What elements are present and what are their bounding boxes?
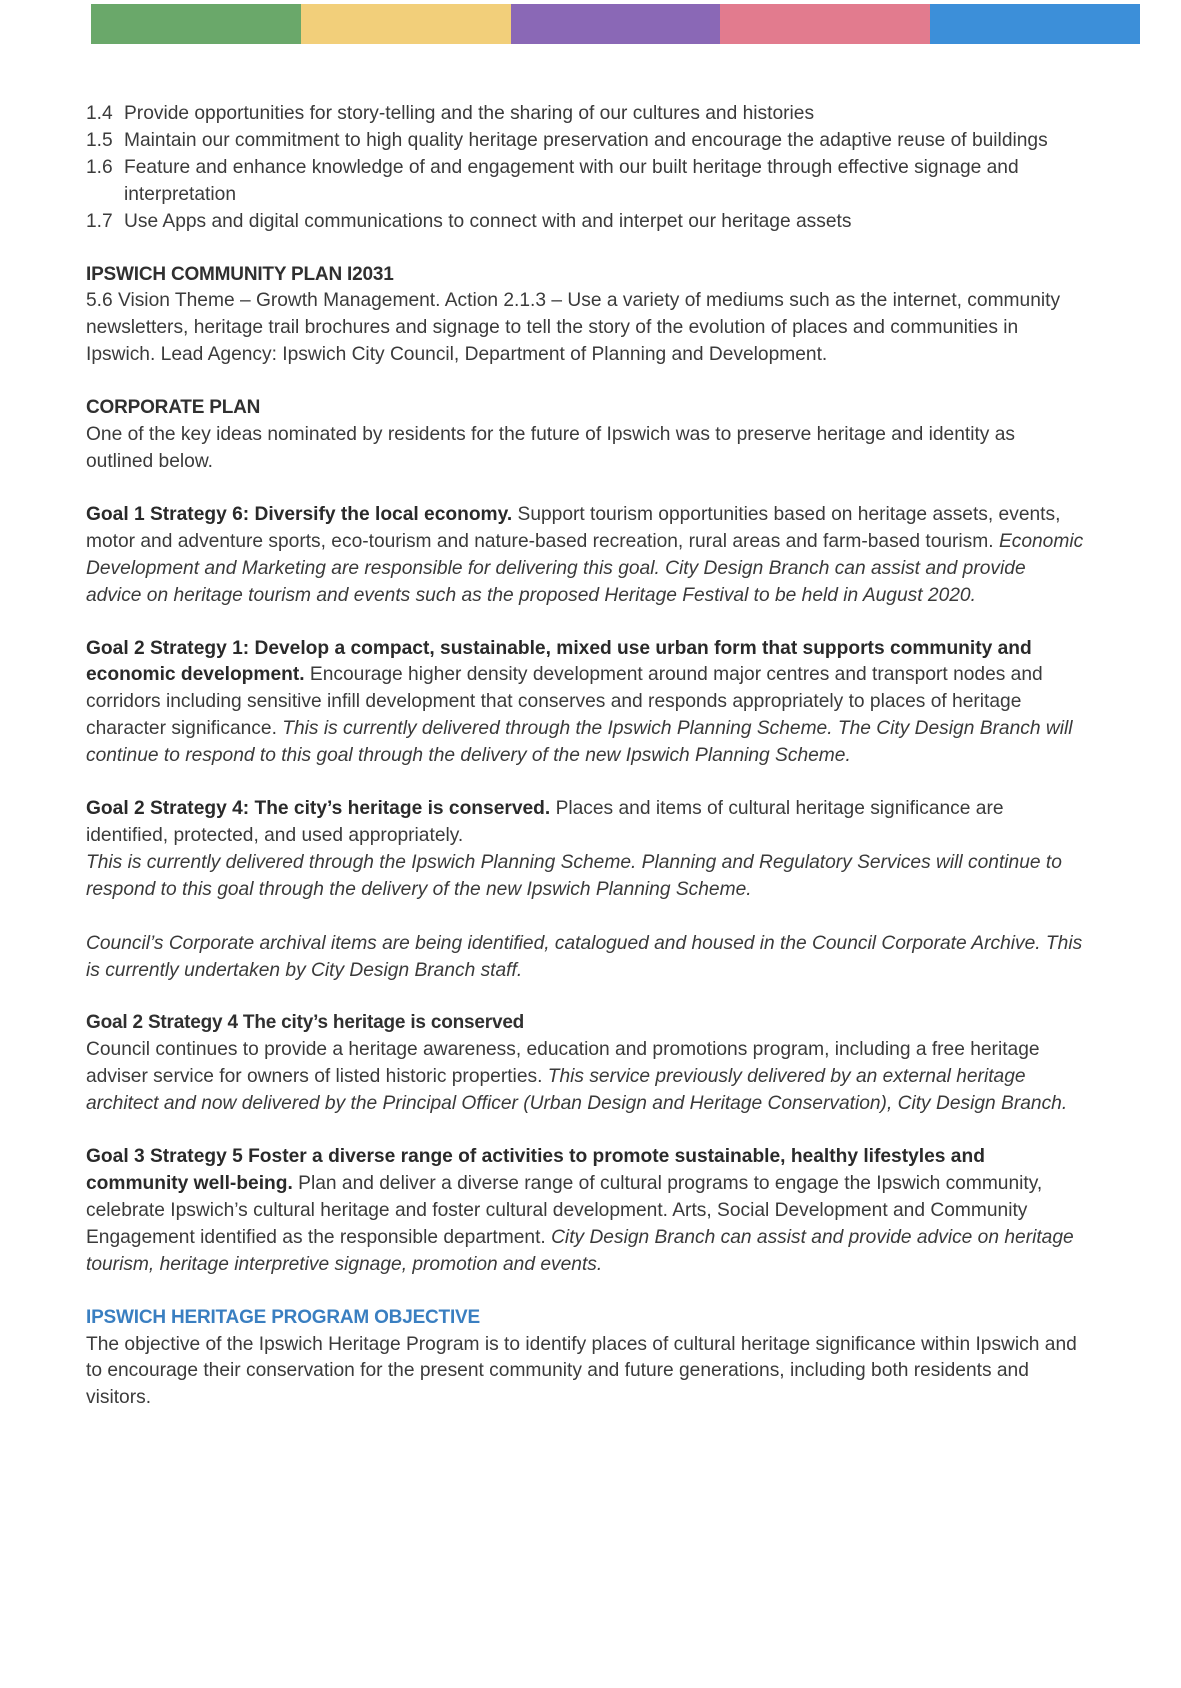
goal-text: Plan and deliver a diverse range of cultural programs to engage the Ipswich community, celebrate Ipswich’s cultural heritage and foster cultural development. Arts, Social Development and Community Engagement identified as the responsible department. (86, 1173, 1043, 1248)
list-item (86, 155, 1086, 209)
goal-title: Goal 2 Strategy 1: Develop a compact, sustainable, mixed use urban form that supports community and economic development. (86, 637, 1032, 686)
program-objective-section (86, 1305, 1086, 1413)
goal-2-strategy-4-conserved (86, 1010, 1086, 1118)
program-objective-body: The objective of the Ipswich Heritage Program is to identify places of cultural heritage significance within Ipswich and to encourage their conservation for the present community and future generations, including both residents and visitors. (86, 1333, 1077, 1409)
goal-text: Places and items of cultural heritage significance are identified, protected, and used appropriately. (86, 798, 1004, 846)
color-bar-pink (720, 4, 930, 44)
community-plan-section (86, 262, 1086, 370)
goal-title: Goal 1 Strategy 6: Diversify the local economy. (86, 503, 513, 525)
goal-note: City Design Branch can assist and provide advice on heritage tourism, heritage interpretive signage, promotion and events. (86, 1226, 1074, 1275)
goal-text: Council continues to provide a heritage awareness, education and promotions program, including a free heritage adviser service for owners of listed historic properties. (86, 1039, 1040, 1088)
goal-2-strategy-4-heading: Goal 2 Strategy 4 The city’s heritage is conserved (86, 1012, 525, 1034)
goal-text: Encourage higher density development around major centres and transport nodes and corridors including sensitive infill development that conserves and responds appropriately to places of heritage character significance. (86, 664, 1043, 740)
goal-1-strategy-6 (86, 502, 1086, 610)
list-item-number: 1.4 (86, 103, 113, 124)
list-item-text: Use Apps and digital communications to connect with and interpet our heritage assets (124, 210, 852, 232)
document-body (86, 101, 1086, 1412)
corporate-plan-intro: One of the key ideas nominated by residents for the future of Ipswich was to preserve heritage and identity as outlined below. (86, 424, 1015, 472)
community-plan-body: 5.6 Vision Theme – Growth Management. Action 2.1.3 – Use a variety of mediums such as the internet, community newsletters, heritage trail brochures and signage to tell the story of the evolution of places and communities in Ipswich. Lead Agency: Ipswich City Council, Department of Planning and Development. (86, 290, 1061, 366)
list-item (86, 128, 1086, 155)
list-item-number: 1.7 (86, 210, 113, 232)
program-objective-heading: IPSWICH HERITAGE PROGRAM OBJECTIVE (86, 1306, 480, 1328)
community-plan-heading: IPSWICH COMMUNITY PLAN I2031 (86, 263, 394, 285)
goal-2-strategy-4 (86, 796, 1086, 904)
list-item-text: Maintain our commitment to high quality heritage preservation and encourage the adaptive reuse of buildings (124, 129, 1048, 151)
goal-2-strategy-1 (86, 636, 1086, 771)
numbered-list (86, 101, 1086, 236)
goal-3-strategy-5 (86, 1144, 1086, 1279)
goal-text: Support tourism opportunities based on heritage assets, events, motor and adventure sports, eco-tourism and nature-based recreation, rural areas and farm-based tourism. (86, 503, 1061, 552)
list-item-number: 1.6 (86, 156, 113, 178)
color-bar-green (91, 4, 301, 44)
corporate-plan-section (86, 395, 1086, 1278)
color-bar-yellow (301, 4, 511, 44)
list-item-text: Feature and enhance knowledge of and engagement with our built heritage through effective signage and interpretation (124, 156, 1019, 205)
list-item-text: Provide opportunities for story-telling and the sharing of our cultures and histories (124, 103, 815, 124)
goal-note: This service previously delivered by an external heritage architect and now delivered by the Principal Officer (Urban Design and Heritage Conservation), City Design Branch. (86, 1066, 1068, 1115)
archive-note-text: Council’s Corporate archival items are being identified, catalogued and housed in the Council Corporate Archive. This is currently undertaken by City Design Branch staff. (86, 932, 1083, 981)
list-item (86, 101, 1086, 128)
color-bar-purple (511, 4, 721, 44)
list-item-number: 1.5 (86, 129, 113, 151)
goal-title: Goal 3 Strategy 5 Foster a diverse range of activities to promote sustainable, healthy lifestyles and community well-being. (86, 1146, 985, 1194)
goal-2-strategy-4-body (86, 1037, 1086, 1118)
archive-note (86, 931, 1086, 985)
header-color-bar (91, 4, 1140, 44)
corporate-plan-heading: CORPORATE PLAN (86, 397, 261, 419)
goal-note: This is currently delivered through the Ipswich Planning Scheme. Planning and Regulatory Services will continue to respond to this goal through the delivery of the new Ipswich Planning Scheme. (86, 851, 1062, 900)
goal-note: This is currently delivered through the Ipswich Planning Scheme. The City Design Branch will continue to respond to this goal through the delivery of the new Ipswich Planning Scheme. (86, 718, 1073, 767)
list-item (86, 209, 1086, 236)
goal-title: Goal 2 Strategy 4: The city’s heritage is conserved. (86, 798, 551, 820)
color-bar-blue (930, 4, 1140, 44)
goal-note: Economic Development and Marketing are responsible for delivering this goal. City Design Branch can assist and provide advice on heritage tourism and events such as the proposed Heritage Festival to be held in August 2020. (86, 530, 1084, 606)
